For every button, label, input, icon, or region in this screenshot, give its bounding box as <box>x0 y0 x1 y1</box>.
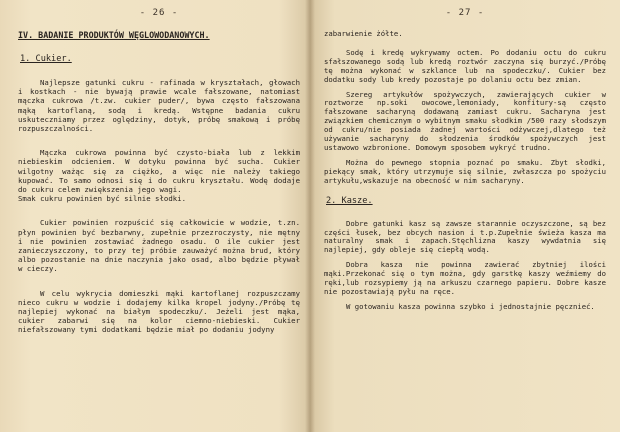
paragraph: Cukier powinien rozpuścić się całkowicie w wodzie, t.zn. płyn powinien być bezbarwny, zupełnie przezroczysty, nie mętny i nie powinien zostawiać żadnego osadu. O ile cukier jest zanieczyszczony, to przy tej próbie zauważyć można brud, który albo pozostanie na dnie naczynia jako osad, albo będzie pływał w cieczy. <box>18 218 305 274</box>
chapter-heading: IV. BADANIE PRODUKTÓW WĘGLOWODANOWYCH. <box>18 30 210 40</box>
right-page <box>310 0 620 432</box>
section-heading-sugar: 1. Cukier. <box>20 54 72 64</box>
paragraph: zabarwienie żółte. <box>324 29 403 38</box>
section-heading-groats: 2. Kasze. <box>326 195 373 206</box>
paragraph: Dobre gatunki kasz są zawsze starannie oczyszczone, są bez części łusek, bez obcych nasion i t.p.Zupełnie świeża kasza ma naturalny smak i zapach.Stęchlizna kaszy wywdatnia się najlepiej, gdy obleje się ciepłą wodą. <box>324 218 611 255</box>
paragraph: Sodę i kredę wykrywamy octem. Po dodaniu octu do cukru sfałszowanego sodą lub kredą roztwór zaczyna się burzyć./Próbę tę można wykonać w szklance lub na spodeczku/. Cukier bez dodatku sody lub kredy pozostaje po dolaniu octu bez zmian. <box>324 47 611 84</box>
paragraph: Mączka cukrowa powinna być czysto-biała lub z lekkim niebieskim odcieniem. W dotyku powinna być sucha. Cukier wilgotny ważąc się za ciężko, a więc nie należy takiego kupować. To samo odnosi się i do cukru kryształu. Wodę dodaje do cukru celem zwiększenia jego wagi. Smak cukru powinien być silnie słodki. <box>18 148 300 204</box>
page-number-right: - 27 - <box>445 8 485 18</box>
paragraph: W celu wykrycia domieszki mąki kartoflanej rozpuszczamy nieco cukru w wodzie i dodajemy kilka kropel jodyny./Próbę tę najlepiej wykonać na białym spodeczku/. Jeżeli jest mąka, cukier zabarwi się na kolor ciemno-niebieski. Cukier niefałszowany tymi dodatkami będzie miał po dodaniu jodyny <box>18 288 305 335</box>
paragraph: W gotowaniu kasza powinna szybko i jednostajnie pęcznieć. <box>346 301 595 311</box>
paragraph: Można do pewnego stopnia poznać po smaku. Zbyt słodki, piekący smak, który utrzymuje się silnie, zwłaszcza po spożyciu artykułu,wskazuje na obecność w nim sacharyny. <box>324 157 611 185</box>
page-number-left: - 26 - <box>139 8 179 18</box>
paragraph: Dobra kasza nie powinna zawierać zbytniej ilości mąki.Przekonać się o tym można, gdy garstkę kaszy weźmiemy do ręki,lub rozsypiemy ją na arkuszu czarnego papieru. Dobre kasze nie pozostawiają pyłu na ręce. <box>324 260 611 296</box>
paragraph: Szereg artykułów spożywczych, zawierających cukier w roztworze np.soki owocowe,lemoniady, konfitury-są często fałszowane sacharyną dodawaną zamiast cukru. Sacharyna jest związkiem chemicznym o wybitnym smaku słodkim /500 razy słodszym od cukru/nie posiada żadnej wartości odżywczej,dlatego też używanie sacharyny do słodzenia środków spożywczych jest ustawowo wzbronione. Domowym sposobem wykryć trudno. <box>324 89 611 152</box>
paragraph: Najlepsze gatunki cukru - rafinada w kryształach, głowach i kostkach - nie bywają prawie wcale fałszowane, natomiast mączka cukrowa /t.zw. cukier puder/, bywa często fałszowana mąką kartoflaną, sodą i kredą. Wstępne badania cukru uskuteczniamy przez oględziny, dotyk, próbę smakową i próbę rozpuszczalności. <box>18 78 305 134</box>
